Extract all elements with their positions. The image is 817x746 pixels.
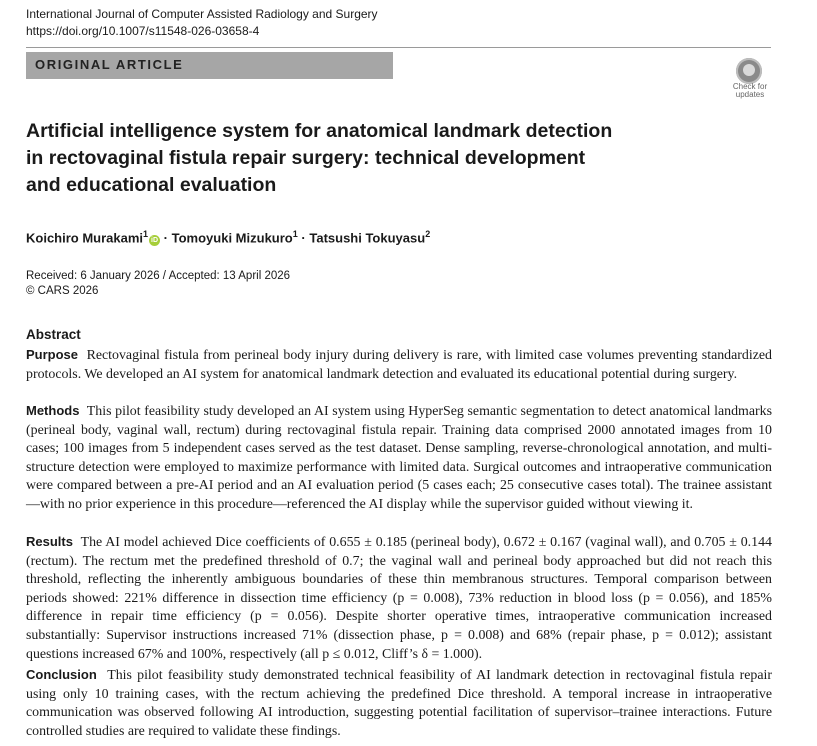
- section-label-results: Results: [26, 534, 73, 549]
- check-for-updates-label: [728, 83, 772, 99]
- abstract-purpose: [26, 346, 772, 384]
- author-affiliation: 1: [143, 229, 149, 239]
- abstract-methods: [26, 402, 772, 515]
- journal-name: International Journal of Computer Assisted Radiology and Surgery: [26, 7, 378, 21]
- author-name[interactable]: Tomoyuki Mizukuro: [171, 230, 293, 246]
- section-text-purpose: Rectovaginal fistula from perineal body injury during delivery is rare, with limited case volumes preventing standardized protocols. We developed an AI system for anatomical landmark detection and evaluated its educational potential during surgery.: [26, 348, 773, 382]
- badge-line-1: Check for: [732, 82, 768, 91]
- doi-link[interactable]: https://doi.org/10.1007/s11548-026-03658-4: [26, 24, 260, 38]
- section-text-conclusion: This pilot feasibility study demonstrated technical feasibility of AI landmark detection in rectovaginal fistula repair using only 10 training cases, with the rectum achieving the predefined Dice threshold. A temporal increase in intraoperative communication was observed following AI introduction, suggesting potential facilitation of supervisor–trainee interactions. Future controlled studies are required to validate these findings.: [26, 668, 772, 739]
- abstract-heading: Abstract: [26, 327, 81, 342]
- author-separator: ·: [163, 230, 169, 246]
- abstract-conclusion: [26, 666, 772, 741]
- author-name[interactable]: Tatsushi Tokuyasu: [309, 230, 426, 246]
- section-bar: [26, 52, 393, 79]
- badge-line-2: updates: [735, 90, 765, 99]
- section-label-methods: Methods: [26, 403, 80, 418]
- section-label-purpose: Purpose: [26, 347, 79, 362]
- check-for-updates-badge[interactable]: [728, 58, 772, 102]
- author-affiliation: 1: [292, 229, 298, 239]
- section-label: ORIGINAL ARTICLE: [35, 57, 184, 72]
- author-list: [26, 225, 430, 247]
- title-line-1: Artificial intelligence system for anatomical landmark detection: [26, 120, 613, 142]
- section-label-conclusion: Conclusion: [26, 667, 97, 682]
- title-line-2: in rectovaginal fistula repair surgery: technical development: [26, 147, 586, 169]
- check-for-updates-icon: [736, 58, 762, 84]
- received-accepted-dates: Received: 6 January 2026 / Accepted: 13 April 2026: [26, 270, 291, 282]
- section-text-results: The AI model achieved Dice coefficients of 0.655 ± 0.185 (perineal body), 0.672 ± 0.167 (vaginal wall), and 0.705 ± 0.144 (rectum). The rectum met the predefined threshold of 0.7; the vaginal wall and perineal body approached but did not reach this threshold, reflecting the inherently ambiguous boundaries of these thin membranous structures. Temporal comparison between periods showed: 221% difference in dissection time efficiency (p = 0.008), 73% reduction in blood loss (p = 0.056), and 185% difference in repair time efficiency (p = 0.056). Despite shorter operative times, intraoperative communication increased substantially: Supervisor instructions increased 71% (dissection phase, p = 0.008) and 68% (repair phase, p = 0.012); assistant questions increased 67% and 100%, respectively (all p ≤ 0.012, Cliff’s δ = 1.000).: [26, 535, 772, 662]
- author-separator: ·: [301, 230, 306, 246]
- orcid-icon[interactable]: iD: [151, 237, 159, 245]
- section-text-methods: This pilot feasibility study developed an AI system using HyperSeg semantic segmentation to detect anatomical landmarks (perineal body, vaginal wall, rectum) during rectovaginal fistula repair. Training data comprised 2000 annotated images from 10 cases; 100 images from 5 independent cases served as the test dataset. Dense sampling, reverse-chronological annotation, and multi-structure detection were employed to maximize performance with limited data. Surgical outcomes and intraoperative communication were compared between a pre-AI period and an AI evaluation period (5 cases each; 25 consecutive cases total). The trainee assistant—with no prior experience in this procedure—referenced the AI display while the supervisor guided without viewing it.: [26, 404, 772, 512]
- author-affiliation: 2: [425, 229, 431, 239]
- article-title: [26, 118, 706, 199]
- title-line-3: and educational evaluation: [26, 174, 277, 196]
- header-rule: [26, 47, 771, 48]
- copyright-notice: © CARS 2026: [26, 285, 99, 297]
- author-name[interactable]: Koichiro Murakami: [26, 230, 144, 246]
- abstract-results: [26, 533, 772, 664]
